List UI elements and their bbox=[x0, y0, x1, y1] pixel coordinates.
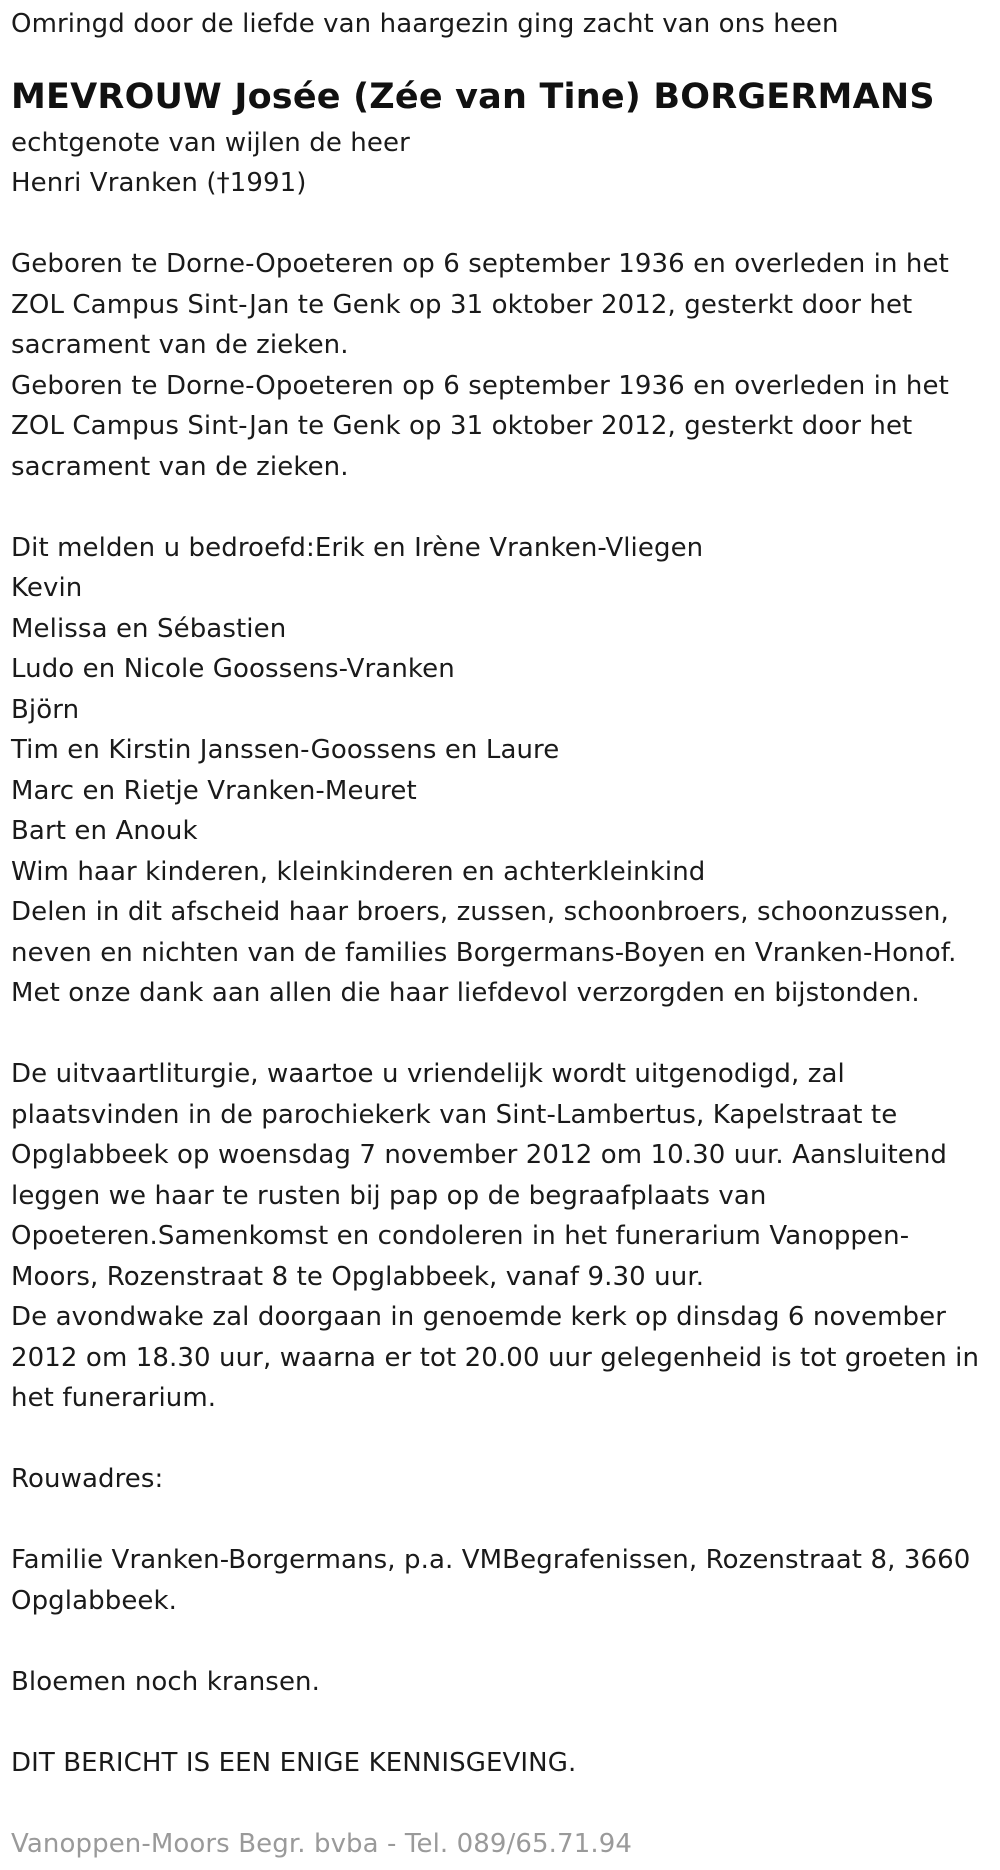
funeral-line: Moors, Rozenstraat 8 te Opglabbeek, vanaf 9.30 uur. bbox=[11, 1261, 705, 1292]
spacer bbox=[11, 1621, 996, 1662]
address-label: Rouwadres: bbox=[11, 1464, 164, 1494]
spacer bbox=[11, 1702, 996, 1743]
birth-block bbox=[11, 244, 996, 487]
family-line: neven en nichten van de families Borgermans-Boyen en Vranken-Honof. bbox=[11, 937, 957, 968]
family-line: Ludo en Nicole Goossens-Vranken bbox=[11, 654, 455, 684]
family-line: Björn bbox=[11, 694, 80, 725]
spacer bbox=[11, 45, 996, 71]
deceased-name: MEVROUW Josée (Zée van Tine) BORGERMANS bbox=[11, 76, 935, 117]
funeral-home-footer: Vanoppen-Moors Begr. bvba - Tel. 089/65.71.94 bbox=[11, 1828, 632, 1859]
family-line: Tim en Kirstin Janssen-Goossens en Laure bbox=[11, 735, 560, 765]
funeral-line: De avondwake zal doorgaan in genoemde kerk op dinsdag 6 november bbox=[11, 1302, 947, 1332]
spacer bbox=[11, 204, 996, 245]
family-block bbox=[11, 528, 996, 1014]
family-line: Kevin bbox=[11, 573, 83, 603]
birth-line: ZOL Campus Sint-Jan te Genk op 31 oktober 2012, gesterkt door het bbox=[11, 289, 913, 320]
funeral-line: plaatsvinden in de parochiekerk van Sint-Lambertus, Kapelstraat te bbox=[11, 1099, 898, 1130]
notice-statement: DIT BERICHT IS EEN ENIGE KENNISGEVING. bbox=[11, 1747, 577, 1778]
funeral-line: Opglabbeek op woensdag 7 november 2012 om 10.30 uur. Aansluitend bbox=[11, 1140, 948, 1170]
spacer bbox=[11, 1783, 996, 1824]
spouse-line: echtgenote van wijlen de heer bbox=[11, 127, 410, 158]
spacer bbox=[11, 487, 996, 528]
funeral-block bbox=[11, 1054, 996, 1419]
flowers-note: Bloemen noch kransen. bbox=[11, 1666, 320, 1697]
family-line: Dit melden u bedroefd:Erik en Irène Vranken-Vliegen bbox=[11, 532, 704, 563]
birth-line: Geboren te Dorne-Opoeteren op 6 september 1936 en overleden in het bbox=[11, 249, 949, 279]
family-line: Marc en Rietje Vranken-Meuret bbox=[11, 775, 417, 806]
birth-line: Geboren te Dorne-Opoeteren op 6 september 1936 en overleden in het bbox=[11, 370, 949, 401]
funeral-line: De uitvaartliturgie, waartoe u vriendelijk wordt uitgenodigd, zal bbox=[11, 1059, 845, 1089]
funeral-line: het funerarium. bbox=[11, 1383, 217, 1413]
spacer bbox=[11, 1419, 996, 1460]
family-line: Bart en Anouk bbox=[11, 816, 198, 846]
family-line: Met onze dank aan allen die haar liefdevol verzorgden en bijstonden. bbox=[11, 978, 920, 1008]
funeral-line: Opoeteren.Samenkomst en condoleren in het funerarium Vanoppen- bbox=[11, 1221, 910, 1251]
spacer bbox=[11, 1500, 996, 1541]
intro-text: Omringd door de liefde van haargezin ging zacht van ons heen bbox=[11, 9, 839, 39]
birth-line: sacrament van de zieken. bbox=[11, 330, 349, 360]
funeral-line: leggen we haar te rusten bij pap op de begraafplaats van bbox=[11, 1180, 767, 1211]
family-line: Wim haar kinderen, kleinkinderen en achterkleinkind bbox=[11, 856, 706, 887]
birth-line: sacrament van de zieken. bbox=[11, 451, 349, 482]
spouse-line: Henri Vranken (†1991) bbox=[11, 168, 307, 198]
funeral-line: 2012 om 18.30 uur, waarna er tot 20.00 uur gelegenheid is tot groeten in bbox=[11, 1342, 980, 1373]
family-line: Delen in dit afscheid haar broers, zussen, schoonbroers, schoonzussen, bbox=[11, 897, 949, 927]
address-line: Familie Vranken-Borgermans, p.a. VMBegrafenissen, Rozenstraat 8, 3660 bbox=[11, 1545, 971, 1575]
spacer bbox=[11, 1014, 996, 1055]
birth-line: ZOL Campus Sint-Jan te Genk op 31 oktober 2012, gesterkt door het bbox=[11, 411, 913, 441]
family-line: Melissa en Sébastien bbox=[11, 613, 287, 644]
address-block bbox=[11, 1540, 996, 1621]
spouse-block bbox=[11, 123, 996, 204]
death-notice bbox=[11, 4, 996, 1864]
address-line: Opglabbeek. bbox=[11, 1585, 178, 1616]
